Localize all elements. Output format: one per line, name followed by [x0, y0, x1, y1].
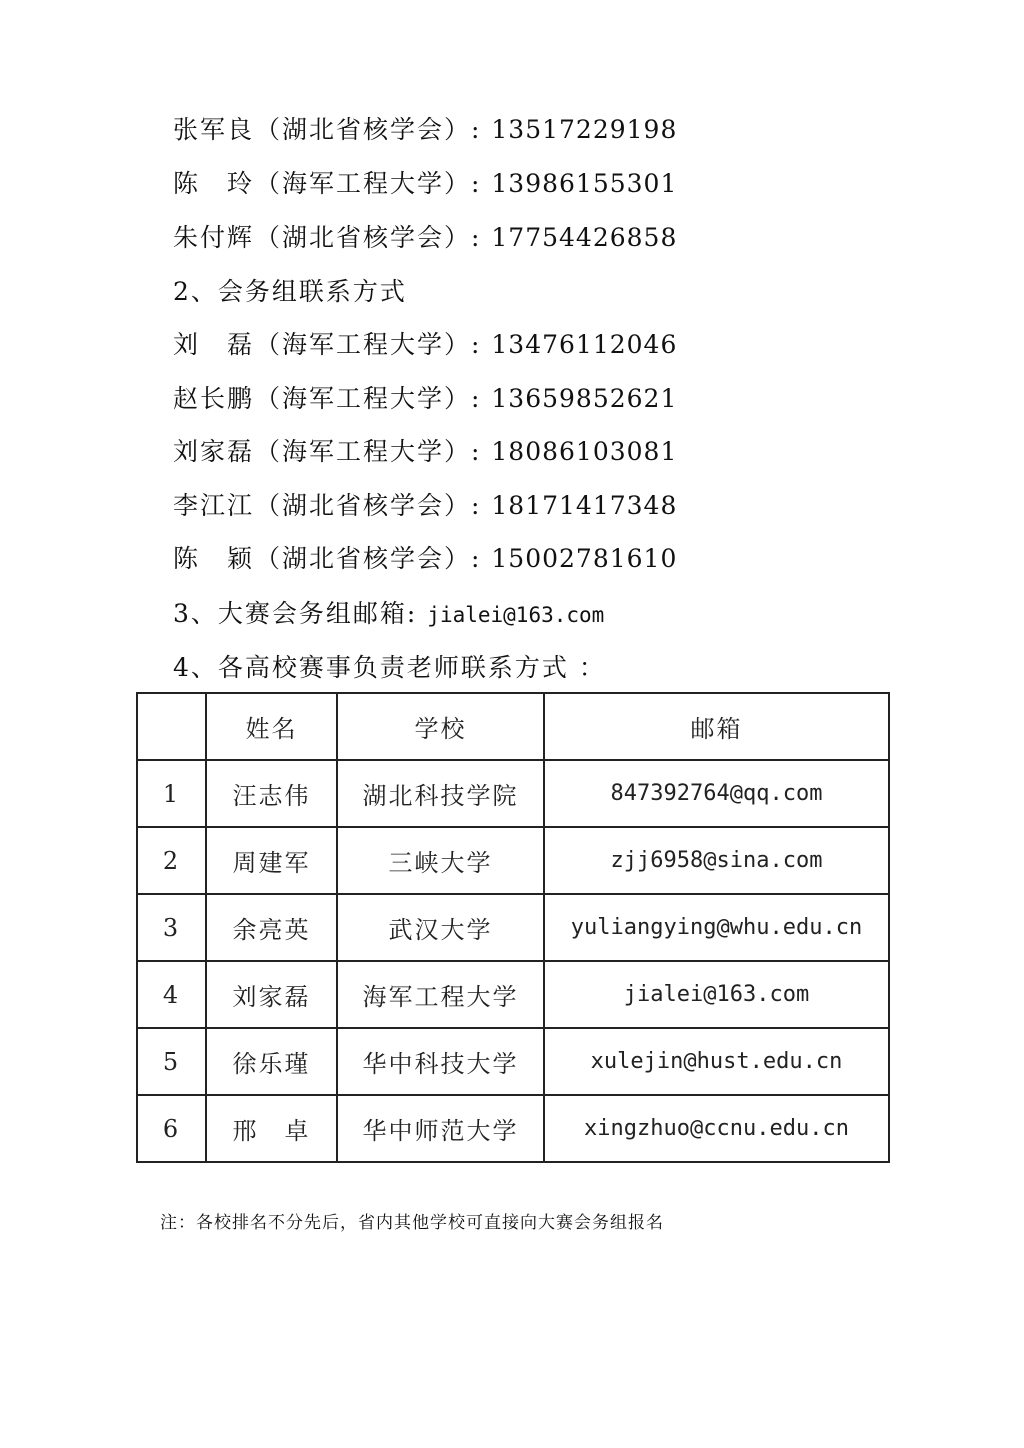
- header-name: 姓名: [206, 693, 337, 760]
- contact-phone: 13476112046: [491, 330, 678, 359]
- contact-organization: （湖北省核学会）:: [255, 544, 482, 573]
- header-number: [137, 693, 206, 760]
- contact-line: [173, 225, 677, 250]
- table-row: [137, 1028, 889, 1095]
- footnote: 注：各校排名不分先后，省内其他学校可直接向大赛会务组报名: [160, 1213, 664, 1233]
- contact-phone: 13986155301: [491, 169, 678, 198]
- teacher-email: zjj6958@sina.com: [544, 827, 889, 894]
- table-row: [137, 961, 889, 1028]
- contact-name: 刘家磊: [173, 437, 255, 466]
- row-number: 6: [137, 1095, 206, 1162]
- contact-name: 陈 玲: [173, 169, 255, 198]
- teacher-email: xingzhuo@ccnu.edu.cn: [544, 1095, 889, 1162]
- school-name: 湖北科技学院: [337, 760, 544, 827]
- teacher-name: 徐乐瑾: [206, 1028, 337, 1095]
- teacher-name: 周建军: [206, 827, 337, 894]
- header-school: 学校: [337, 693, 544, 760]
- contact-line: [173, 117, 677, 142]
- meeting-email-label: 3、大赛会务组邮箱:: [173, 599, 418, 628]
- section-heading-school-contacts: 4、各高校赛事负责老师联系方式 ：: [173, 653, 606, 682]
- teacher-name: 邢 卓: [206, 1095, 337, 1162]
- school-name: 武汉大学: [337, 894, 544, 961]
- table-row: [137, 1095, 889, 1162]
- row-number: 3: [137, 894, 206, 961]
- contact-name: 朱付辉: [173, 223, 255, 252]
- contact-phone: 15002781610: [491, 544, 678, 573]
- contact-organization: （湖北省核学会）:: [255, 491, 482, 520]
- header-email: 邮箱: [544, 693, 889, 760]
- school-name: 海军工程大学: [337, 961, 544, 1028]
- teacher-name: 汪志伟: [206, 760, 337, 827]
- row-number: 2: [137, 827, 206, 894]
- row-number: 4: [137, 961, 206, 1028]
- section-heading-meeting-contacts: 2、会务组联系方式: [173, 277, 407, 306]
- table-row: [137, 894, 889, 961]
- meeting-email-address: jialei@163.com: [427, 603, 605, 627]
- contact-line: [173, 332, 677, 357]
- contact-line: [173, 171, 677, 196]
- contact-name: 张军良: [173, 115, 255, 144]
- table-header-row: [137, 693, 889, 760]
- contact-phone: 13517229198: [491, 115, 678, 144]
- contact-phone: 13659852621: [491, 384, 678, 413]
- teacher-email: yuliangying@whu.edu.cn: [544, 894, 889, 961]
- table-row: [137, 760, 889, 827]
- contact-organization: （海军工程大学）:: [255, 169, 482, 198]
- table-row: [137, 827, 889, 894]
- contact-line: [173, 493, 677, 518]
- contact-line: [173, 439, 677, 464]
- teacher-email: xulejin@hust.edu.cn: [544, 1028, 889, 1095]
- school-name: 华中科技大学: [337, 1028, 544, 1095]
- contact-name: 李江江: [173, 491, 255, 520]
- contact-organization: （海军工程大学）:: [255, 330, 482, 359]
- row-number: 5: [137, 1028, 206, 1095]
- contact-line: [173, 546, 677, 571]
- contact-organization: （海军工程大学）:: [255, 437, 482, 466]
- contact-organization: （海军工程大学）:: [255, 384, 482, 413]
- contact-phone: 18171417348: [491, 491, 678, 520]
- teacher-email: 847392764@qq.com: [544, 760, 889, 827]
- meeting-email-line: [173, 601, 604, 626]
- contact-phone: 17754426858: [491, 223, 678, 252]
- school-contacts-table: [136, 692, 890, 1163]
- contact-name: 赵长鹏: [173, 384, 255, 413]
- contact-name: 刘 磊: [173, 330, 255, 359]
- teacher-name: 余亮英: [206, 894, 337, 961]
- contact-phone: 18086103081: [491, 437, 678, 466]
- row-number: 1: [137, 760, 206, 827]
- contact-organization: （湖北省核学会）:: [255, 115, 482, 144]
- teacher-email: jialei@163.com: [544, 961, 889, 1028]
- teacher-name: 刘家磊: [206, 961, 337, 1028]
- contact-line: [173, 386, 677, 411]
- contact-organization: （湖北省核学会）:: [255, 223, 482, 252]
- contact-name: 陈 颖: [173, 544, 255, 573]
- school-name: 华中师范大学: [337, 1095, 544, 1162]
- school-name: 三峡大学: [337, 827, 544, 894]
